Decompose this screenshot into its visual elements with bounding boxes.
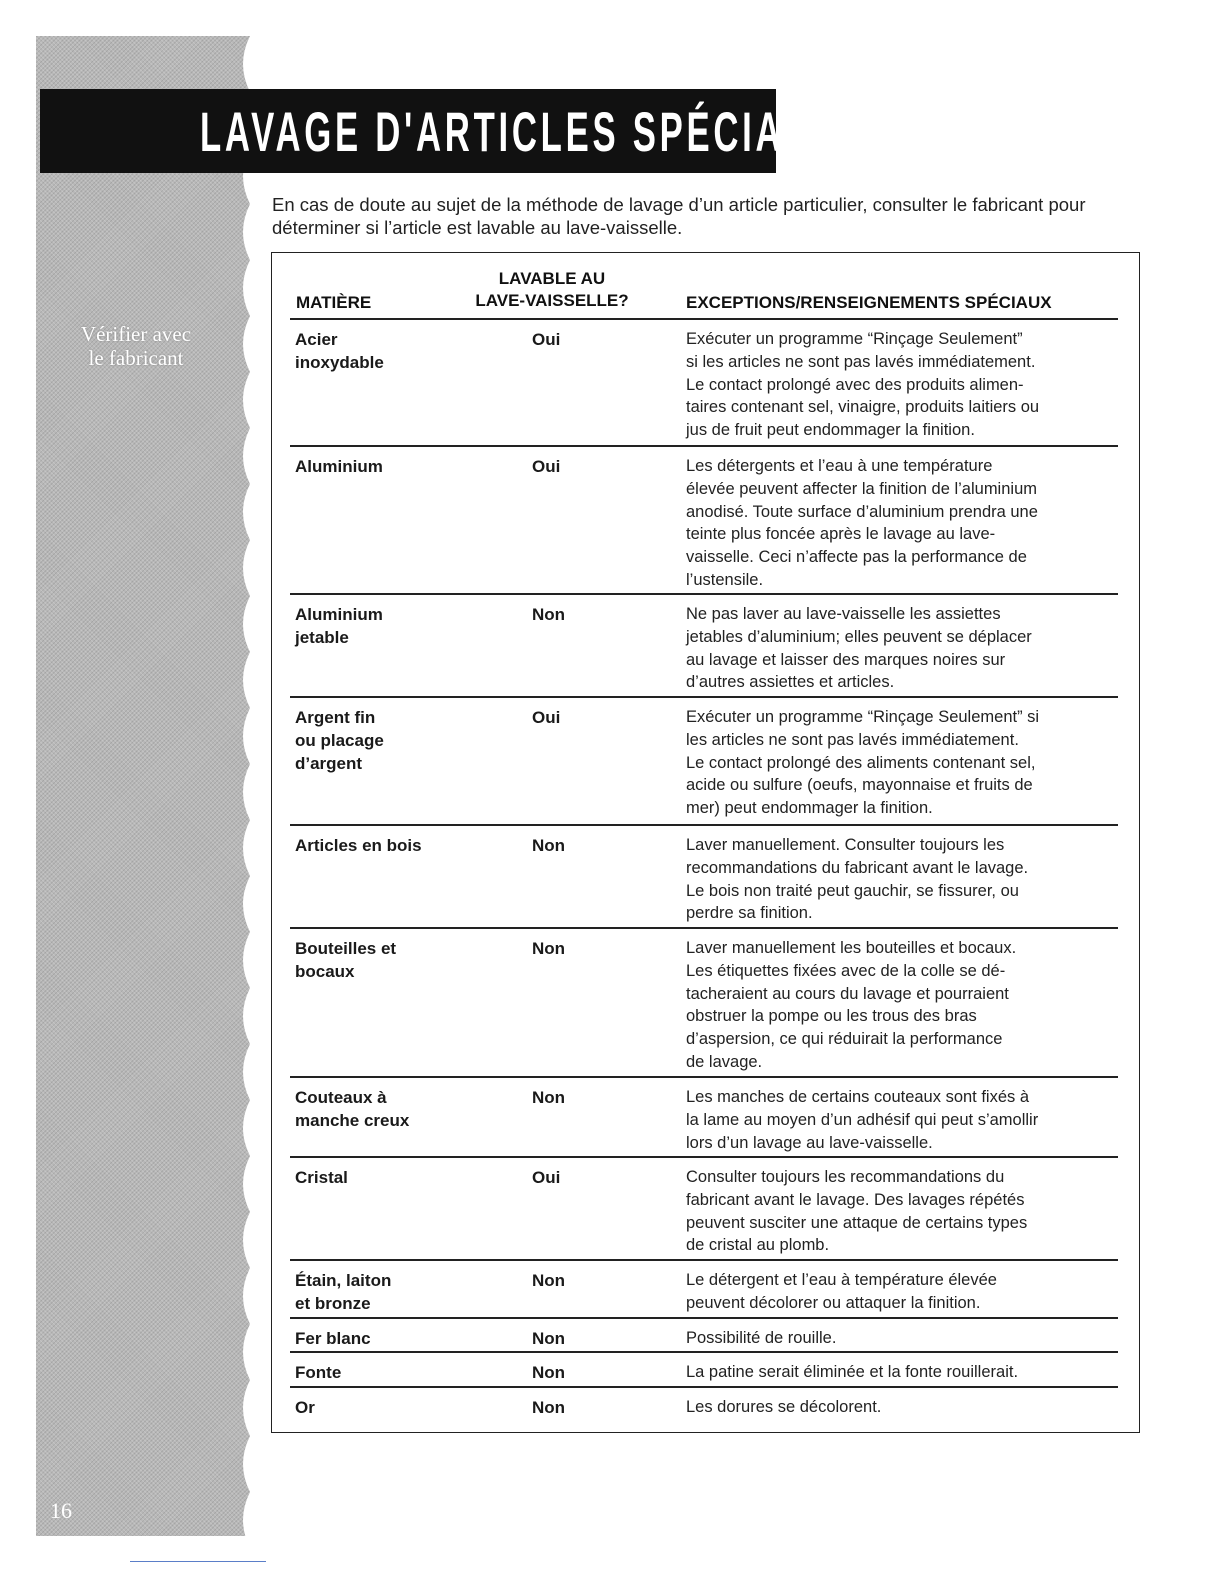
table-row	[290, 698, 1118, 826]
page-title: LAVAGE D'ARTICLES SPÉCIAUX	[200, 100, 840, 163]
wavy-edge	[236, 36, 266, 1536]
material-cell: Bouteilles et bocaux	[295, 939, 397, 981]
washable-cell: Non	[532, 1363, 566, 1382]
washable-cell: Non	[532, 939, 566, 958]
washable-cell: Non	[532, 1088, 566, 1107]
washable-cell: Oui	[532, 457, 561, 476]
info-cell: Possibilité de rouille.	[686, 1329, 837, 1347]
table-row	[290, 1078, 1118, 1158]
info-cell: Exécuter un programme “Rinçage Seulement” si les articles ne sont pas lavés immédiatement. Le contact prolongé des aliments contenant sel, acide ou sulfure (oeufs, mayonnaise et fruits de mer) peut endommager la finition.	[686, 708, 1040, 818]
info-cell: Le détergent et l’eau à température élevée peuvent décolorer ou attaquer la finition.	[686, 1271, 997, 1312]
intro-paragraph: En cas de doute au sujet de la méthode de lavage d’un article particulier, consulter le fabricant pour déterminer si l’article est lavable au lave-vaisselle.	[272, 194, 1086, 238]
info-cell: Laver manuellement les bouteilles et bocaux. Les étiquettes fixées avec de la colle se dé- tacheraient au cours du lavage et pourraient obstruer la pompe ou les trous des bras d’aspersion, ce qui réduirait la performance de lavage.	[686, 939, 1017, 1071]
washable-cell: Non	[532, 1329, 566, 1348]
sidebar-label-line2: le fabricant	[88, 346, 184, 370]
material-cell: Acier inoxydable	[295, 330, 384, 372]
table-row	[290, 1319, 1118, 1353]
page-number: 16	[50, 1498, 72, 1523]
table-row	[290, 447, 1118, 595]
material-cell: Fer blanc	[295, 1329, 371, 1348]
washable-cell: Non	[532, 1271, 566, 1290]
material-cell: Articles en bois	[295, 836, 422, 855]
table-row	[290, 929, 1118, 1078]
washable-cell: Non	[532, 1398, 566, 1417]
header-washable-line1: LAVABLE AU	[498, 269, 606, 288]
info-cell: Les manches de certains couteaux sont fixés à la lame au moyen d’un adhésif qui peut s’amollir lors d’un lavage au lave-vaisselle.	[686, 1088, 1039, 1152]
material-cell: Cristal	[295, 1168, 348, 1187]
footer-rule	[130, 1561, 266, 1562]
info-cell: Ne pas laver au lave-vaisselle les assiettes jetables d’aluminium; elles peuvent se déplacer au lavage et laisser des marques noires sur d’autres assiettes et articles.	[686, 605, 1032, 692]
info-cell: Les détergents et l’eau à une température élevée peuvent affecter la finition de l’aluminium anodisé. Toute surface d’aluminium prendra une teinte plus foncée après le lavage au lave- vaisselle. Ceci n’affecte pas la performance de l’ustensile.	[686, 457, 1038, 589]
washable-cell: Non	[532, 836, 566, 855]
table-row	[290, 1261, 1118, 1319]
info-cell: Laver manuellement. Consulter toujours les recommandations du fabricant avant le lavage. Le bois non traité peut gauchir, se fissurer, ou perdre sa finition.	[686, 836, 1029, 923]
sidebar-label	[36, 322, 236, 370]
material-cell: Fonte	[295, 1363, 342, 1382]
washable-cell: Oui	[532, 1168, 561, 1187]
table-row	[290, 1158, 1118, 1261]
table-row	[290, 320, 1118, 447]
material-cell: Argent fin ou placage d’argent	[295, 708, 384, 773]
table-row	[290, 1353, 1118, 1388]
material-cell: Étain, laiton et bronze	[295, 1271, 392, 1313]
header-material: MATIÈRE	[296, 293, 372, 312]
table-row	[290, 595, 1118, 698]
info-cell: La patine serait éliminée et la fonte rouillerait.	[686, 1363, 1019, 1381]
sidebar-label-line1: Vérifier avec	[80, 322, 192, 346]
material-cell: Couteaux à manche creux	[295, 1088, 410, 1130]
header-washable-line2: LAVE-VAISSELLE?	[475, 291, 629, 310]
washable-cell: Non	[532, 605, 566, 624]
material-cell: Or	[295, 1398, 315, 1417]
info-cell: Les dorures se décolorent.	[686, 1398, 882, 1416]
info-cell: Exécuter un programme “Rinçage Seulement” si les articles ne sont pas lavés immédiatement. Le contact prolongé avec des produits alimen- taires contenant sel, vinaigre, produits laitiers ou jus de fruit peut endommager la finition.	[686, 330, 1040, 440]
info-cell: Consulter toujours les recommandations du fabricant avant le lavage. Des lavages répétés peuvent susciter une attaque de certains types de cristal au plomb.	[686, 1168, 1028, 1255]
sidebar-band	[36, 36, 252, 1536]
header-washable	[460, 268, 644, 312]
washable-cell: Oui	[532, 708, 561, 727]
table-row	[290, 1388, 1118, 1423]
material-cell: Aluminium jetable	[295, 605, 383, 647]
material-cell: Aluminium	[295, 457, 383, 476]
washable-cell: Oui	[532, 330, 561, 349]
table-row	[290, 826, 1118, 929]
header-exceptions: EXCEPTIONS/RENSEIGNEMENTS SPÉCIAUX	[686, 293, 1052, 312]
